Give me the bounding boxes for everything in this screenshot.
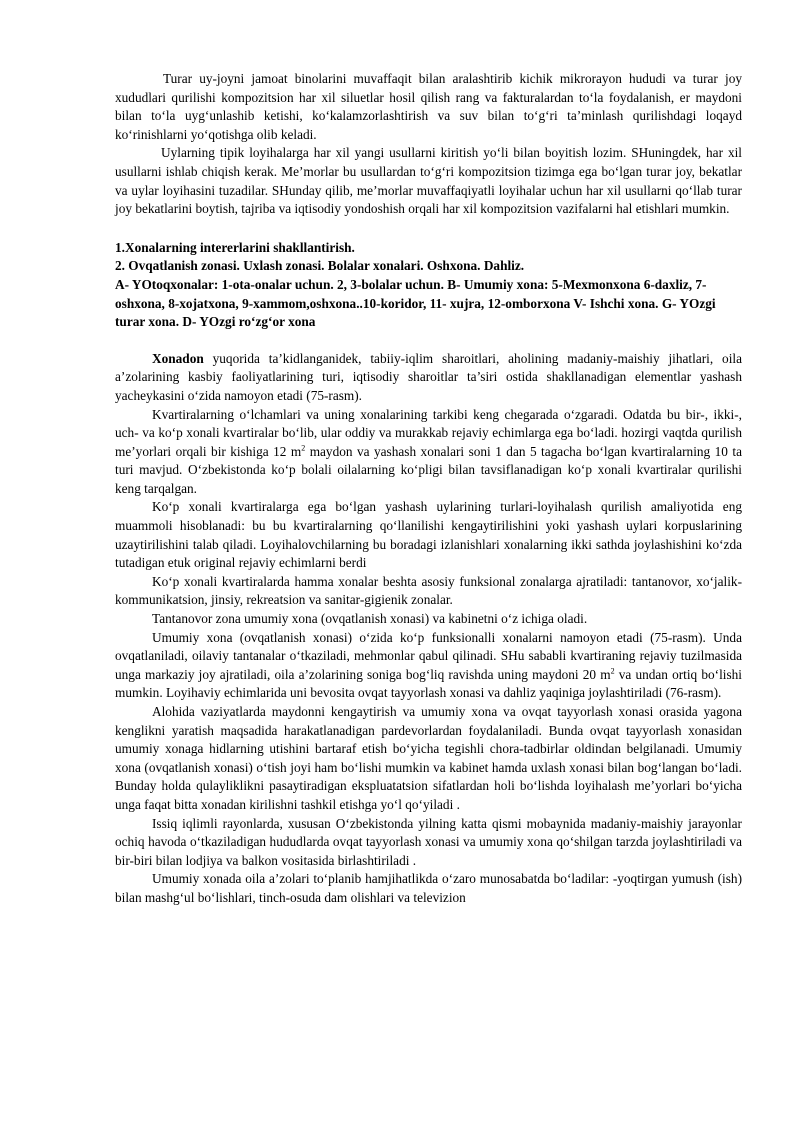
body-paragraph-2-text-a: Kvartiralarning o‘lchamlari va uning xonalarining tarkibi keng chegarada o‘zgaradi. Odatda bu bir-, ikki-, uch- va ko‘p xonali kvartiralar bo‘lib, ular oddiy va murakkab rejaviy echimlarga ega bo‘ladi. hozirgi vaqtda qurilish me’yorlari orqali bir kishiga 12 m: [115, 406, 742, 459]
body-paragraph-2: [115, 406, 742, 499]
superscript: 2: [301, 443, 306, 453]
body-paragraph-6: [115, 629, 742, 703]
intro-paragraph-1: Turar uy-joyni jamoat binolarini muvaffaqit bilan aralashtirib kichik mikrorayon hududi va turar joy xududlari qurilishi kompozitsion har xil siluetlar hosil qilish rang va fakturalardan to‘la foydalanish, er maydoni bilan to‘la uyg‘unlashib ketishi, ko‘kalamzorlashtirish va suv bilan to‘g‘ri ta’minlash qurilishdagi loqayd ko‘rinishlarni yo‘qotishga olib keladi.: [115, 71, 742, 142]
body-paragraph-3: Ko‘p xonali kvartiralarga ega bo‘lgan yashash uylarining turlari-loyihalash qurilish amaliyotida eng muammoli hisoblanadi: bu bu kvartiralarning qo‘llanilishi kengaytirilishini yoki yashash uylari korpuslarining uzaytirilishini talab qiladi. Loyihalovchilarning bu boradagi izlanishlari xonalarning ikki sathda joylashishini ko‘zda tutadigan etuk original rejaviy echimlarni berdi: [115, 499, 742, 571]
body-paragraph-1-text: yuqorida ta’kidlanganidek, tabiiy-iqlim sharoitlari, aholining madaniy-maishiy jihatlari, oila a’zolarining kasbiy faoliyatlarining turi, iqtisodiy sharoitlar ta’siri ostida shakllanadigan elementlar yashash yacheykasini o‘zida namoyon etadi (75-rasm).: [115, 350, 742, 403]
section-heading-3: A- YOtoqxonalar: 1-ota-onalar uchun. 2, 3-bolalar uchun. B- Umumiy xona: 5-Mexmonxona 6-daxliz, 7-oshxona, 8-xojatxona, 9-xammom,oshxona..10-koridor, 11- xujra, 12-omborxona V- Ishchi xona. G- YOzgi turar xona. D- YOzgi ro‘zg‘or xona: [115, 276, 716, 330]
spacer: [115, 332, 742, 350]
section-heading-1: 1.Xonalarning intererlarini shakllantirish.: [115, 239, 355, 255]
body-paragraph-2-text-b: maydon va yashash xonalari soni 1 dan 5 tagacha bo‘lgan kvartiralarning 10 ta turi mavjud. O‘zbekistonda ko‘p bolali oilalarning ko‘pligi bilan tavsiflanadigan ko‘p xonali kvartiralar qurilishi keng tarqalgan.: [115, 443, 742, 496]
body-paragraph-7: Alohida vaziyatlarda maydonni kengaytirish va umumiy xona va ovqat tayyorlash xonasi orasida yagona kenglikni yaratish maqsadida harakatlanadigan pardevorlardan foydalaniladi. Bunda ovqat tayyorlash xonasidan umumiy xonaga hidlarning utishini bartaraf etish bo‘yicha tegishli chora-tadbirlar oldindan belgilanadi. Umumiy xona (ovqatlanish xonasi) o‘tish joyi ham bo‘lishi mumkin va kabinet hamda uxlash xonasi bilan bog‘langan bo‘ladi. Bunday holda qulayliklikni pasaytiradigan ekspluatatsion sifatlardan holi bo‘lishda loyihalash me’yorlari bo‘yicha unga faqat bitta xonadan kirilishni tashkil etishga yo‘l qo‘yiladi .: [115, 704, 742, 812]
section-heading-2: 2. Ovqatlanish zonasi. Uxlash zonasi. Bolalar xonalari. Oshxona. Dahliz.: [115, 258, 525, 274]
body-paragraph-4: Ko‘p xonali kvartiralarda hamma xonalar beshta asosiy funksional zonalarga ajratiladi: tantanovor, xo‘jalik-kommunikatsion, jinsiy, rekreatsion va sanitar-gigienik zonalar.: [115, 573, 742, 608]
body-paragraph-8: Issiq iqlimli rayonlarda, xususan O‘zbekistonda yilning katta qismi mobaynida madaniy-maishiy jarayonlar ochiq havoda o‘tkaziladigan hududlarda ovqat tayyorlash xonasi va umumiy xona qo‘shilgan tarzda joylashtiriladi va bir-biri bilan lodjiya va balkon vositasida birlashtiriladi .: [115, 815, 742, 868]
spacer: [115, 219, 742, 239]
body-paragraph-1: [115, 350, 742, 406]
body-paragraph-6-text-a: Umumiy xona (ovqatlanish xonasi) o‘zida ko‘p funksionalli xonalarni namoyon etadi (75-rasm). Unda ovqatlaniladi, oilaviy tantanalar o‘tkaziladi, mehmonlar qabul qilinadi. SHu sababli kvartiraning rejaviy tuzilmasida unga markaziy joy ajratiladi, oila a’zolarining soniga bog‘liq ravishda uning maydoni 20 m: [115, 629, 742, 682]
intro-paragraph-2: Uylarning tipik loyihalarga har xil yangi usullarni kiritish yo‘li bilan boyitish lozim. SHuningdek, har xil usullarni ishlab chiqish kerak. Me’morlar bu usullardan to‘g‘ri kompozitsion tizimga ega bo‘lgan turar joy, bekatlar va uylar loyihasini tuzadilar. SHunday qilib, me’morlar muvaffaqiyatli loyihalar uchun har xil usullarni qo‘llab turar joy bekatlarini boytish, tajriba va iqtisodiy yondoshish orqali har xil kompozitsion vazifalarni hal etishlari mumkin.: [115, 145, 742, 217]
body-paragraph-9: Umumiy xonada oila a’zolari to‘planib hamjihatlikda o‘zaro munosabatda bo‘ladilar: -yoqtirgan yumush (ish) bilan mashg‘ul bo‘lishlari, tinch-osuda dam olishlari va televizion: [115, 871, 742, 905]
body-paragraph-6-text-b: va undan ortiq bo‘lishi mumkin. Loyihaviy echimlarida uni bevosita ovqat tayyorlash xonasi va dahliz yaqiniga joylashtiriladi (76-rasm).: [115, 666, 742, 701]
term-xonadon: Xonadon: [152, 350, 204, 366]
body-paragraph-5: Tantanovor zona umumiy xona (ovqatlanish xonasi) va kabinetni o‘z ichiga oladi.: [152, 611, 588, 627]
superscript: 2: [610, 666, 615, 676]
